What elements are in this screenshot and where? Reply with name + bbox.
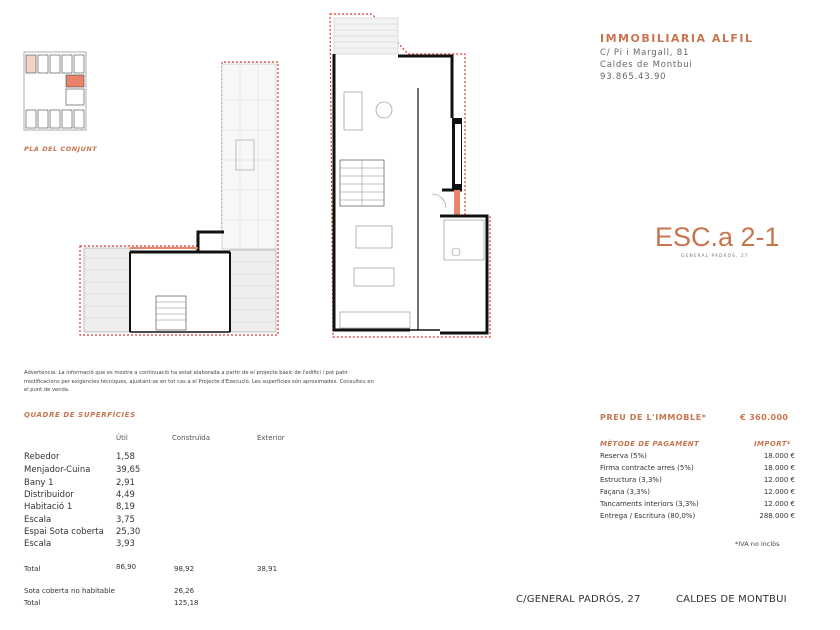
payment-method-header: MÈTODE DE PAGAMENT [600,440,700,448]
column-header-exterior: Exterior [257,434,285,442]
payment-row-amount: 18.000 € [763,452,795,460]
unit-address-small: GENERAL PADRÓS, 27 [681,254,749,259]
disclaimer-text: Advertència: La informació que es mostra a continuació ha estat elaborada a partir de el projecte bàsic de l'edifici i pot patir modificacions per exigències tècniques, ajustant-se en tot cas a el Projecte d'Execució. Les superfícies són aproximades. Consulteu en el punt de venda. [24,370,374,393]
surface-row-value: 2,91 [116,478,135,488]
payment-row-amount: 288.000 € [759,512,795,520]
surface-row-value: 39,65 [116,465,141,475]
surfaces-table-title: QUADRE DE SUPERFÍCIES [24,411,136,419]
price-value: € 360.000 [740,413,789,422]
site-plan-label: PLA DEL CONJUNT [24,145,98,153]
payment-row-amount: 12.000 € [763,500,795,508]
surface-row-label: Distribuidor [24,490,74,500]
surface-row-label: Bany 1 [24,478,54,488]
attic-floor-plan [80,62,278,335]
main-floor-plan [330,14,490,337]
payment-row-label: Reserva (5%) [600,452,647,460]
company-city: Caldes de Montbui [600,60,693,70]
surface-row-value: 8,19 [116,502,135,512]
payment-row-label: Estructura (3,3%) [600,476,662,484]
payment-row [600,464,795,472]
payment-row-label: Firma contracte arres (5%) [600,464,694,472]
company-name: IMMOBILIARIA ALFIL [600,32,754,45]
payment-row [600,500,795,508]
iva-note: *IVA no inclòs [735,540,780,548]
company-address: C/ Pi i Margall, 81 [600,48,690,58]
payment-row-amount: 12.000 € [763,476,795,484]
payment-row [600,488,795,496]
sota-coberta-label: Sota coberta no habitable [24,587,115,595]
grand-total-value: 125,18 [174,599,199,607]
surface-row-value: 4,49 [116,490,135,500]
payment-import-header: IMPORT* [754,440,791,448]
surface-row-label: Espai Sota coberta [24,527,104,537]
payment-row [600,452,795,460]
footer-street: C/GENERAL PADRÓS, 27 [516,594,641,605]
payment-row-label: Entrega / Escritura (80,0%) [600,512,696,520]
surface-row-label: Habitació 1 [24,502,73,512]
site-plan-thumbnail [24,52,86,130]
surface-row-label: Menjador-Cuina [24,465,91,475]
payment-row-amount: 18.000 € [763,464,795,472]
surface-row-value: 3,75 [116,515,135,525]
payment-row [600,476,795,484]
unit-code: ESC.a 2-1 [655,222,780,252]
payment-row-amount: 12.000 € [763,488,795,496]
surface-row-value: 1,58 [116,452,135,462]
payment-row-label: Façana (3,3%) [600,488,651,496]
total-exterior: 38,91 [257,565,278,573]
total-label: Total [24,565,41,573]
footer-city: CALDES DE MONTBUI [676,594,787,605]
total-construida: 98,92 [174,565,195,573]
grand-total-label: Total [24,599,41,607]
column-header-construida: Construïda [172,434,210,442]
column-header-util: Útil [116,434,128,442]
payment-row-label: Tancaments interiors (3,3%) [600,500,699,508]
surface-row-value: 3,93 [116,539,135,549]
total-util: 86,90 [116,563,137,571]
surface-row-label: Rebedor [24,452,60,462]
payment-row [600,512,795,520]
price-label: PREU DE L'IMMOBLE* [600,413,707,422]
company-phone: 93.865.43.90 [600,72,667,82]
surface-row-label: Escala [24,515,52,525]
surface-row-label: Escala [24,539,52,549]
sota-coberta-value: 26,26 [174,587,195,595]
surface-row-value: 25,30 [116,527,141,537]
